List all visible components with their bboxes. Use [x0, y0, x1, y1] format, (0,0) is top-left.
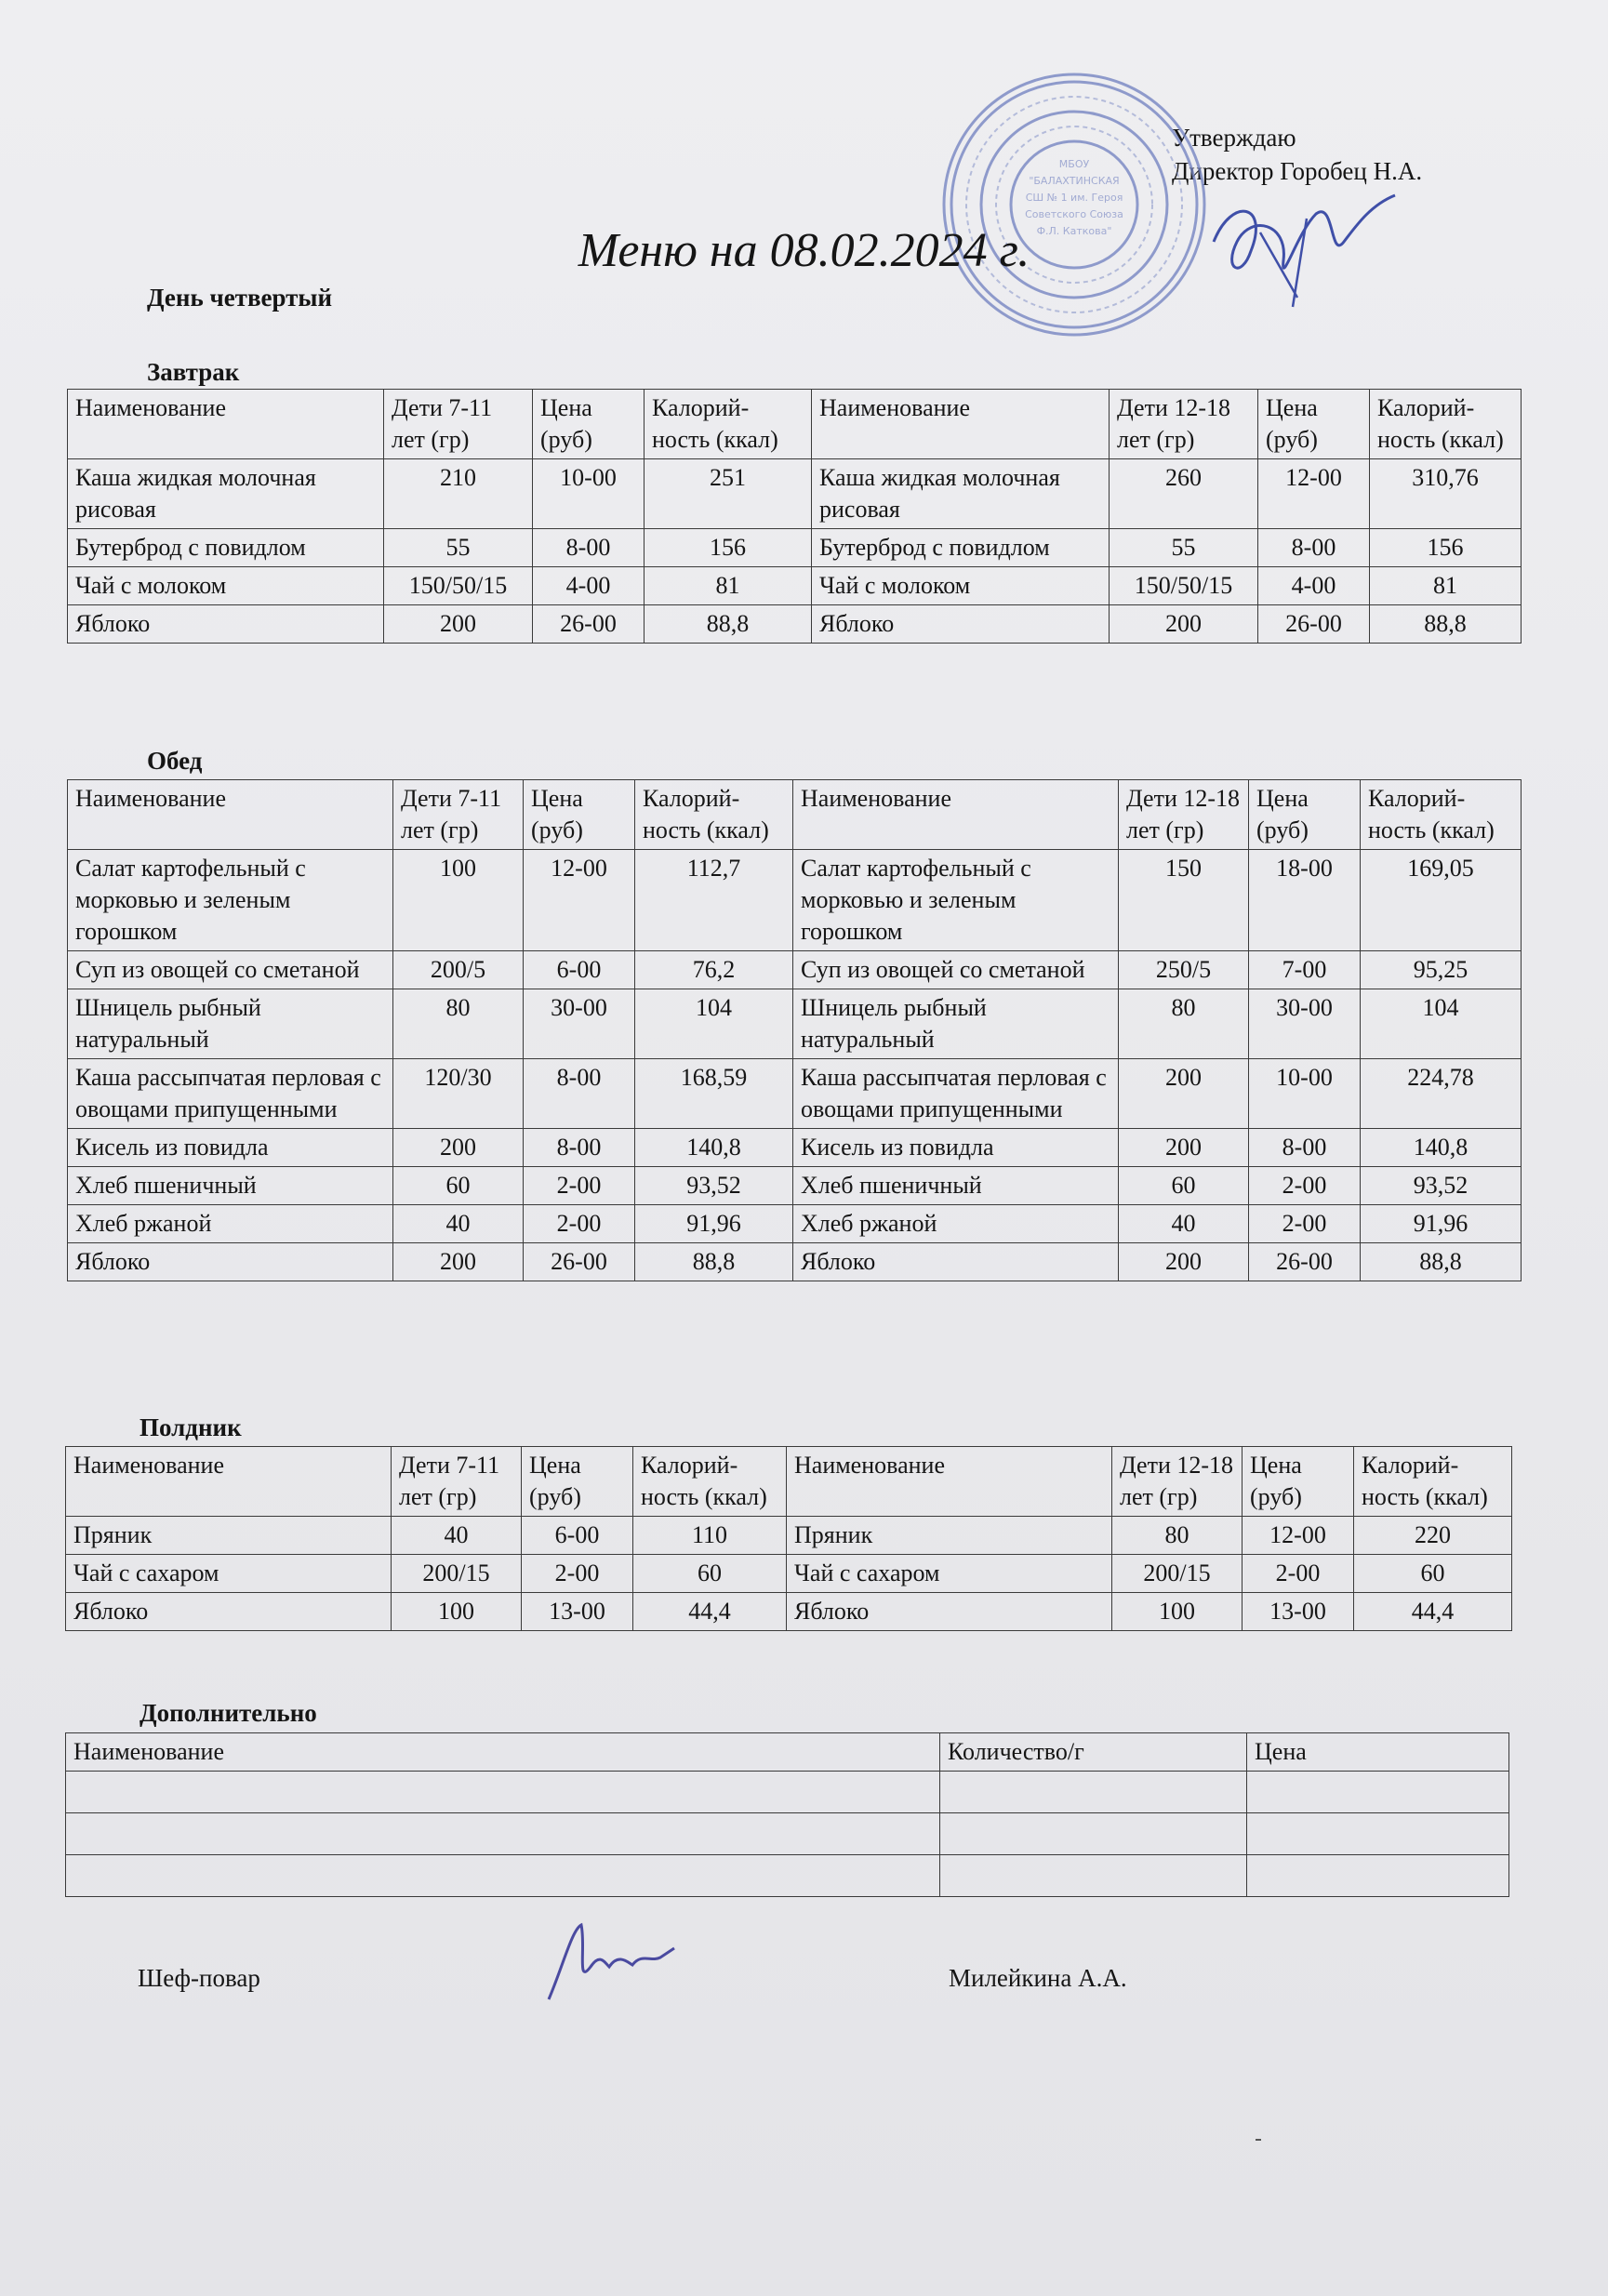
header-price: Цена (руб): [524, 780, 635, 850]
calories-young: 140,8: [635, 1129, 793, 1167]
portion-old: 60: [1119, 1167, 1249, 1205]
stamp-text: Ф.Л. Каткова": [1036, 225, 1112, 237]
table-row: [68, 989, 1522, 1059]
portion-young: 200: [393, 1129, 524, 1167]
empty-cell: [940, 1772, 1247, 1813]
dish-name: Яблоко: [787, 1593, 1112, 1631]
stamp-text: СШ № 1 им. Героя: [1025, 192, 1123, 204]
breakfast-table: [67, 389, 1522, 644]
header-calories: Калорий-ность (ккал): [1354, 1447, 1512, 1517]
price-old: 2-00: [1249, 1167, 1361, 1205]
price-young: 8-00: [524, 1059, 635, 1129]
portion-old: 200: [1110, 605, 1258, 644]
table-row: [68, 529, 1522, 567]
table-row: [68, 567, 1522, 605]
dish-name: Кисель из повидла: [68, 1129, 393, 1167]
header-name: Наименование: [793, 780, 1119, 850]
dish-name: Яблоко: [66, 1593, 392, 1631]
header-age-old: Дети 12-18 лет (гр): [1119, 780, 1249, 850]
calories-old: 93,52: [1361, 1167, 1522, 1205]
calories-old: 81: [1370, 567, 1522, 605]
calories-young: 76,2: [635, 951, 793, 989]
snack-title: Полдник: [140, 1413, 242, 1441]
header-calories: Калорий-ность (ккал): [645, 390, 812, 459]
portion-young: 200/15: [392, 1555, 522, 1593]
table-row: [68, 951, 1522, 989]
calories-young: 81: [645, 567, 812, 605]
header-age-old: Дети 12-18 лет (гр): [1112, 1447, 1243, 1517]
dish-name: Чай с молоком: [68, 567, 384, 605]
dish-name: Пряник: [787, 1517, 1112, 1555]
header-age-young: Дети 7-11 лет (гр): [392, 1447, 522, 1517]
header-calories: Калорий-ность (ккал): [1361, 780, 1522, 850]
header-price: Цена (руб): [1249, 780, 1361, 850]
header-price: Цена (руб): [1243, 1447, 1354, 1517]
dish-name: Кисель из повидла: [793, 1129, 1119, 1167]
header-name: Наименование: [66, 1733, 940, 1772]
portion-old: 200: [1119, 1129, 1249, 1167]
calories-old: 169,05: [1361, 850, 1522, 951]
price-old: 2-00: [1249, 1205, 1361, 1243]
header-price: Цена: [1247, 1733, 1509, 1772]
chef-label: Шеф-повар: [138, 1964, 260, 1992]
calories-old: 104: [1361, 989, 1522, 1059]
calories-old: 88,8: [1370, 605, 1522, 644]
portion-young: 150/50/15: [384, 567, 533, 605]
header-calories: Калорий-ность (ккал): [633, 1447, 787, 1517]
portion-old: 200: [1119, 1243, 1249, 1281]
header-name: Наименование: [66, 1447, 392, 1517]
portion-young: 200: [393, 1243, 524, 1281]
dish-name: Яблоко: [812, 605, 1110, 644]
price-young: 13-00: [522, 1593, 633, 1631]
calories-old: 224,78: [1361, 1059, 1522, 1129]
portion-young: 40: [392, 1517, 522, 1555]
price-old: 4-00: [1258, 567, 1370, 605]
price-old: 18-00: [1249, 850, 1361, 951]
price-young: 2-00: [524, 1205, 635, 1243]
stamp-text: МБОУ: [1058, 158, 1090, 170]
stamp-text: Советского Союза: [1025, 208, 1123, 220]
calories-old: 140,8: [1361, 1129, 1522, 1167]
dish-name: Хлеб пшеничный: [793, 1167, 1119, 1205]
price-old: 2-00: [1243, 1555, 1354, 1593]
chef-name: Милейкина А.А.: [949, 1964, 1127, 1992]
price-old: 13-00: [1243, 1593, 1354, 1631]
calories-young: 88,8: [635, 1243, 793, 1281]
price-young: 2-00: [524, 1167, 635, 1205]
approval-line: Утверждаю: [1172, 124, 1296, 152]
price-old: 12-00: [1258, 459, 1370, 529]
dish-name: Чай с сахаром: [787, 1555, 1112, 1593]
calories-old: 95,25: [1361, 951, 1522, 989]
dish-name: Яблоко: [68, 605, 384, 644]
dish-name: Пряник: [66, 1517, 392, 1555]
price-young: 8-00: [524, 1129, 635, 1167]
price-old: 26-00: [1258, 605, 1370, 644]
calories-young: 104: [635, 989, 793, 1059]
dish-name: Каша рассыпчатая перловая с овощами припущенными: [68, 1059, 393, 1129]
header-name: Наименование: [68, 780, 393, 850]
empty-cell: [1247, 1855, 1509, 1897]
table-row: [66, 1555, 1512, 1593]
price-old: 10-00: [1249, 1059, 1361, 1129]
table-row: [68, 1243, 1522, 1281]
table-row: [66, 1593, 1512, 1631]
portion-old: 150: [1119, 850, 1249, 951]
table-row: [68, 605, 1522, 644]
chef-signature: [539, 1911, 679, 2013]
table-header-row: [66, 1447, 1512, 1517]
dish-name: Хлеб ржаной: [793, 1205, 1119, 1243]
dish-name: Бутерброд с повидлом: [812, 529, 1110, 567]
breakfast-title: Завтрак: [147, 358, 240, 386]
dish-name: Каша жидкая молочная рисовая: [68, 459, 384, 529]
portion-old: 100: [1112, 1593, 1243, 1631]
dish-name: Суп из овощей со сметаной: [68, 951, 393, 989]
empty-cell: [940, 1855, 1247, 1897]
price-old: 26-00: [1249, 1243, 1361, 1281]
portion-young: 120/30: [393, 1059, 524, 1129]
portion-old: 200: [1119, 1059, 1249, 1129]
header-price: Цена (руб): [522, 1447, 633, 1517]
dish-name: Бутерброд с повидлом: [68, 529, 384, 567]
table-header-row: [68, 390, 1522, 459]
calories-old: 91,96: [1361, 1205, 1522, 1243]
header-calories: Калорий-ность (ккал): [635, 780, 793, 850]
portion-old: 80: [1119, 989, 1249, 1059]
portion-old: 55: [1110, 529, 1258, 567]
calories-old: 156: [1370, 529, 1522, 567]
price-young: 26-00: [524, 1243, 635, 1281]
header-name: Наименование: [812, 390, 1110, 459]
round-stamp: [935, 65, 1214, 344]
price-old: 12-00: [1243, 1517, 1354, 1555]
header-price: Цена (руб): [533, 390, 645, 459]
calories-young: 251: [645, 459, 812, 529]
empty-cell: [66, 1855, 940, 1897]
calories-old: 220: [1354, 1517, 1512, 1555]
price-young: 8-00: [533, 529, 645, 567]
table-row: [68, 1167, 1522, 1205]
table-row: [66, 1517, 1512, 1555]
price-young: 2-00: [522, 1555, 633, 1593]
price-young: 10-00: [533, 459, 645, 529]
table-row: [66, 1772, 1509, 1813]
price-old: 8-00: [1249, 1129, 1361, 1167]
snack-table: [65, 1446, 1512, 1631]
calories-old: 310,76: [1370, 459, 1522, 529]
table-row: [68, 1129, 1522, 1167]
calories-young: 110: [633, 1517, 787, 1555]
table-row: [68, 459, 1522, 529]
dish-name: Яблоко: [68, 1243, 393, 1281]
portion-young: 55: [384, 529, 533, 567]
dish-name: Шницель рыбный натуральный: [68, 989, 393, 1059]
dish-name: Шницель рыбный натуральный: [793, 989, 1119, 1059]
calories-young: 91,96: [635, 1205, 793, 1243]
portion-young: 40: [393, 1205, 524, 1243]
portion-young: 100: [393, 850, 524, 951]
empty-cell: [1247, 1772, 1509, 1813]
portion-young: 200: [384, 605, 533, 644]
dish-name: Яблоко: [793, 1243, 1119, 1281]
header-name: Наименование: [68, 390, 384, 459]
price-young: 6-00: [522, 1517, 633, 1555]
table-row: [68, 1059, 1522, 1129]
calories-old: 60: [1354, 1555, 1512, 1593]
portion-old: 200/15: [1112, 1555, 1243, 1593]
page-title: Меню на 08.02.2024 г.: [578, 224, 1030, 277]
calories-young: 156: [645, 529, 812, 567]
table-header-row: [66, 1733, 1509, 1772]
extra-title: Дополнительно: [140, 1699, 317, 1727]
header-age-young: Дети 7-11 лет (гр): [384, 390, 533, 459]
stray-mark: [1256, 2139, 1261, 2141]
dish-name: Салат картофельный с морковью и зеленым горошком: [793, 850, 1119, 951]
empty-cell: [66, 1772, 940, 1813]
calories-young: 88,8: [645, 605, 812, 644]
table-row: [66, 1813, 1509, 1855]
portion-old: 150/50/15: [1110, 567, 1258, 605]
portion-young: 210: [384, 459, 533, 529]
price-young: 26-00: [533, 605, 645, 644]
portion-old: 260: [1110, 459, 1258, 529]
portion-old: 80: [1112, 1517, 1243, 1555]
dish-name: Хлеб пшеничный: [68, 1167, 393, 1205]
empty-cell: [940, 1813, 1247, 1855]
header-calories: Калорий-ность (ккал): [1370, 390, 1522, 459]
dish-name: Чай с молоком: [812, 567, 1110, 605]
dish-name: Салат картофельный с морковью и зеленым горошком: [68, 850, 393, 951]
portion-old: 40: [1119, 1205, 1249, 1243]
calories-young: 44,4: [633, 1593, 787, 1631]
portion-young: 200/5: [393, 951, 524, 989]
dish-name: Суп из овощей со сметаной: [793, 951, 1119, 989]
dish-name: Каша рассыпчатая перловая с овощами припущенными: [793, 1059, 1119, 1129]
table-header-row: [68, 780, 1522, 850]
dish-name: Хлеб ржаной: [68, 1205, 393, 1243]
price-young: 4-00: [533, 567, 645, 605]
table-row: [68, 1205, 1522, 1243]
price-young: 30-00: [524, 989, 635, 1059]
portion-young: 80: [393, 989, 524, 1059]
portion-young: 60: [393, 1167, 524, 1205]
stamp-text: "БАЛАХТИНСКАЯ: [1029, 175, 1120, 187]
calories-young: 60: [633, 1555, 787, 1593]
lunch-title: Обед: [147, 747, 203, 775]
price-young: 12-00: [524, 850, 635, 951]
dish-name: Чай с сахаром: [66, 1555, 392, 1593]
portion-young: 100: [392, 1593, 522, 1631]
price-old: 8-00: [1258, 529, 1370, 567]
header-quantity: Количество/г: [940, 1733, 1247, 1772]
price-old: 7-00: [1249, 951, 1361, 989]
header-age-old: Дети 12-18 лет (гр): [1110, 390, 1258, 459]
price-old: 30-00: [1249, 989, 1361, 1059]
portion-old: 250/5: [1119, 951, 1249, 989]
table-row: [68, 850, 1522, 951]
table-row: [66, 1855, 1509, 1897]
calories-young: 112,7: [635, 850, 793, 951]
empty-cell: [1247, 1813, 1509, 1855]
header-price: Цена (руб): [1258, 390, 1370, 459]
header-name: Наименование: [787, 1447, 1112, 1517]
calories-young: 93,52: [635, 1167, 793, 1205]
calories-old: 44,4: [1354, 1593, 1512, 1631]
calories-old: 88,8: [1361, 1243, 1522, 1281]
extra-table: [65, 1732, 1509, 1897]
director-line: Директор Горобец Н.А.: [1172, 157, 1423, 185]
header-age-young: Дети 7-11 лет (гр): [393, 780, 524, 850]
calories-young: 168,59: [635, 1059, 793, 1129]
dish-name: Каша жидкая молочная рисовая: [812, 459, 1110, 529]
day-label: День четвертый: [147, 284, 333, 312]
price-young: 6-00: [524, 951, 635, 989]
lunch-table: [67, 779, 1522, 1281]
empty-cell: [66, 1813, 940, 1855]
